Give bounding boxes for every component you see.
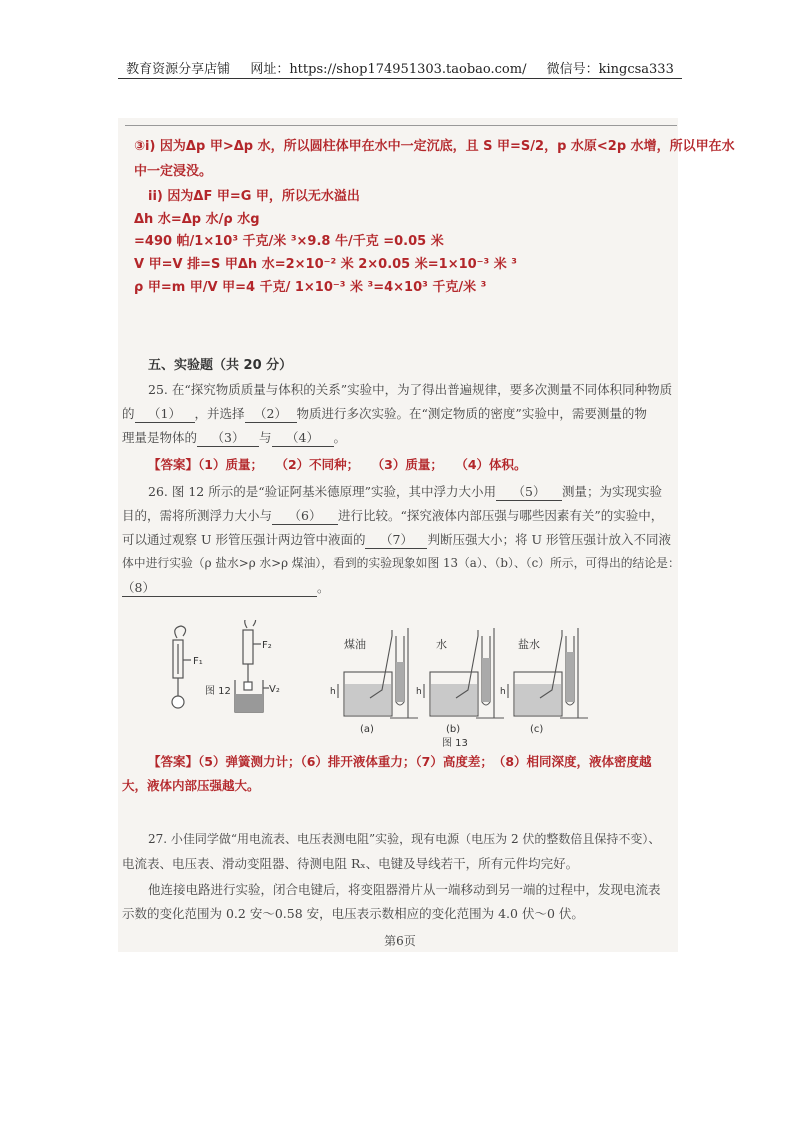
q27-line-2: 电流表、电压表、滑动变阻器、待测电阻 Rₓ、电键及导线若干，所有元件均完好。 bbox=[122, 856, 579, 871]
answer-line-1: ③i) 因为Δp 甲>Δp 水，所以圆柱体甲在水中一定沉底，且 S 甲=S/2，p 水原<2p 水增，所以甲在水 bbox=[134, 139, 735, 154]
answer-line-5: =490 帕/1×10³ 千克/米 ³×9.8 牛/千克 =0.05 米 bbox=[134, 234, 444, 249]
h-label-b: h bbox=[416, 687, 422, 697]
f1-label: F₁ bbox=[193, 656, 203, 667]
q27-line-4: 示数的变化范围为 0.2 安～0.58 安，电压表示数相应的变化范围为 4.0 伏～0 伏。 bbox=[122, 906, 584, 921]
q25-line-3: 理量是物体的 （3） 与 （4） 。 bbox=[122, 430, 347, 445]
figure-13 bbox=[330, 622, 600, 747]
figure-12 bbox=[155, 620, 285, 720]
q26-blank-6: （6） bbox=[272, 506, 338, 525]
v2-label: V₂ bbox=[269, 684, 280, 695]
q26-answer-1: 【答案】（5）弹簧测力计；（6）排开液体重力；（7）高度差； （8）相同深度，液体密度越 bbox=[148, 754, 652, 769]
scan-top-rule bbox=[125, 125, 677, 126]
answer-line-6: V 甲=V 排=S 甲Δh 水=2×10⁻² 米 2×0.05 米=1×10⁻³ 米 ³ bbox=[134, 257, 517, 272]
f2-label: F₂ bbox=[262, 640, 272, 651]
q26-line-1: 26. 图 12 所示的是“验证阿基米德原理”实验，其中浮力大小用 （5） 测量；为实现实验 bbox=[148, 484, 663, 499]
q26-answer-2: 大，液体内部压强越大。 bbox=[122, 778, 260, 793]
wechat-id: 微信号：kingcsa333 bbox=[546, 62, 674, 77]
sub-label-a: (a) bbox=[360, 724, 374, 735]
q25-line-1: 25. 在“探究物质质量与体积的关系”实验中，为了得出普遍规律，要多次测量不同体积同种物质 bbox=[148, 382, 673, 397]
q25-line-2: 的 （1） ，并选择 （2） 物质进行多次实验。在“测定物质的密度”实验中，需要测量的物 bbox=[122, 406, 647, 421]
figure-12-caption: 图 12 bbox=[205, 686, 231, 697]
answer-line-2: 中一定浸没。 bbox=[134, 164, 213, 179]
header-divider bbox=[118, 78, 682, 79]
shop-name: 教育资源分享店铺 bbox=[126, 62, 231, 77]
sub-label-c: (c) bbox=[530, 724, 544, 735]
q25-blank-3: （3） bbox=[197, 428, 259, 447]
q26-blank-7: （7） bbox=[365, 530, 427, 549]
q27-line-1: 27. 小佳同学做“用电流表、电压表测电阻”实验，现有电源（电压为 2 伏的整数倍且保持不变）、 bbox=[148, 832, 661, 846]
page-number: 第6页 bbox=[384, 934, 416, 948]
q26-blank-8: （8） bbox=[122, 578, 317, 597]
q26-blank-5: （5） bbox=[496, 482, 562, 501]
h-label-a: h bbox=[330, 687, 336, 697]
liquid-kerosene: 煤油 bbox=[344, 638, 366, 651]
q25-blank-1: （1） bbox=[135, 404, 195, 423]
section-title: 五、实验题（共 20 分） bbox=[148, 358, 293, 373]
q25-blank-4: （4） bbox=[272, 428, 334, 447]
q27-line-3: 他连接电路进行实验，闭合电键后，将变阻器滑片从一端移动到另一端的过程中，发现电流表 bbox=[148, 882, 661, 897]
answer-line-4: Δh 水=Δp 水/ρ 水g bbox=[134, 212, 260, 227]
page-header bbox=[0, 58, 800, 77]
q25-answer: 【答案】（1）质量； （2）不同种； （3）质量； （4）体积。 bbox=[148, 457, 527, 472]
q26-line-4: 体中进行实验（ρ 盐水>ρ 水>ρ 煤油），看到的实验现象如图 13（a）、（b）、（c）所示，可得出的结论是： bbox=[122, 556, 680, 570]
answer-line-7: ρ 甲=m 甲/V 甲=4 千克/ 1×10⁻³ 米 ³=4×10³ 千克/米 ³ bbox=[134, 280, 487, 295]
liquid-water: 水 bbox=[436, 638, 447, 651]
answer-line-3: ii) 因为ΔF 甲=G 甲，所以无水溢出 bbox=[148, 189, 360, 204]
shop-url: 网址：https://shop174951303.taobao.com/ bbox=[250, 62, 527, 77]
liquid-brine: 盐水 bbox=[518, 638, 540, 651]
q25-blank-2: （2） bbox=[245, 404, 297, 423]
h-label-c: h bbox=[500, 687, 506, 697]
sub-label-b: (b) bbox=[446, 724, 461, 735]
q26-line-5: （8） 。 bbox=[122, 580, 330, 595]
figure-13-caption: 图 13 bbox=[442, 738, 468, 747]
q26-line-3: 可以通过观察 U 形管压强计两边管中液面的 （7） 判断压强大小；将 U 形管压强计放入不同液 bbox=[122, 532, 671, 547]
q26-line-2: 目的，需将所测浮力大小与 （6） 进行比较。“探究液体内部压强与哪些因素有关”的实验中， bbox=[122, 508, 664, 523]
